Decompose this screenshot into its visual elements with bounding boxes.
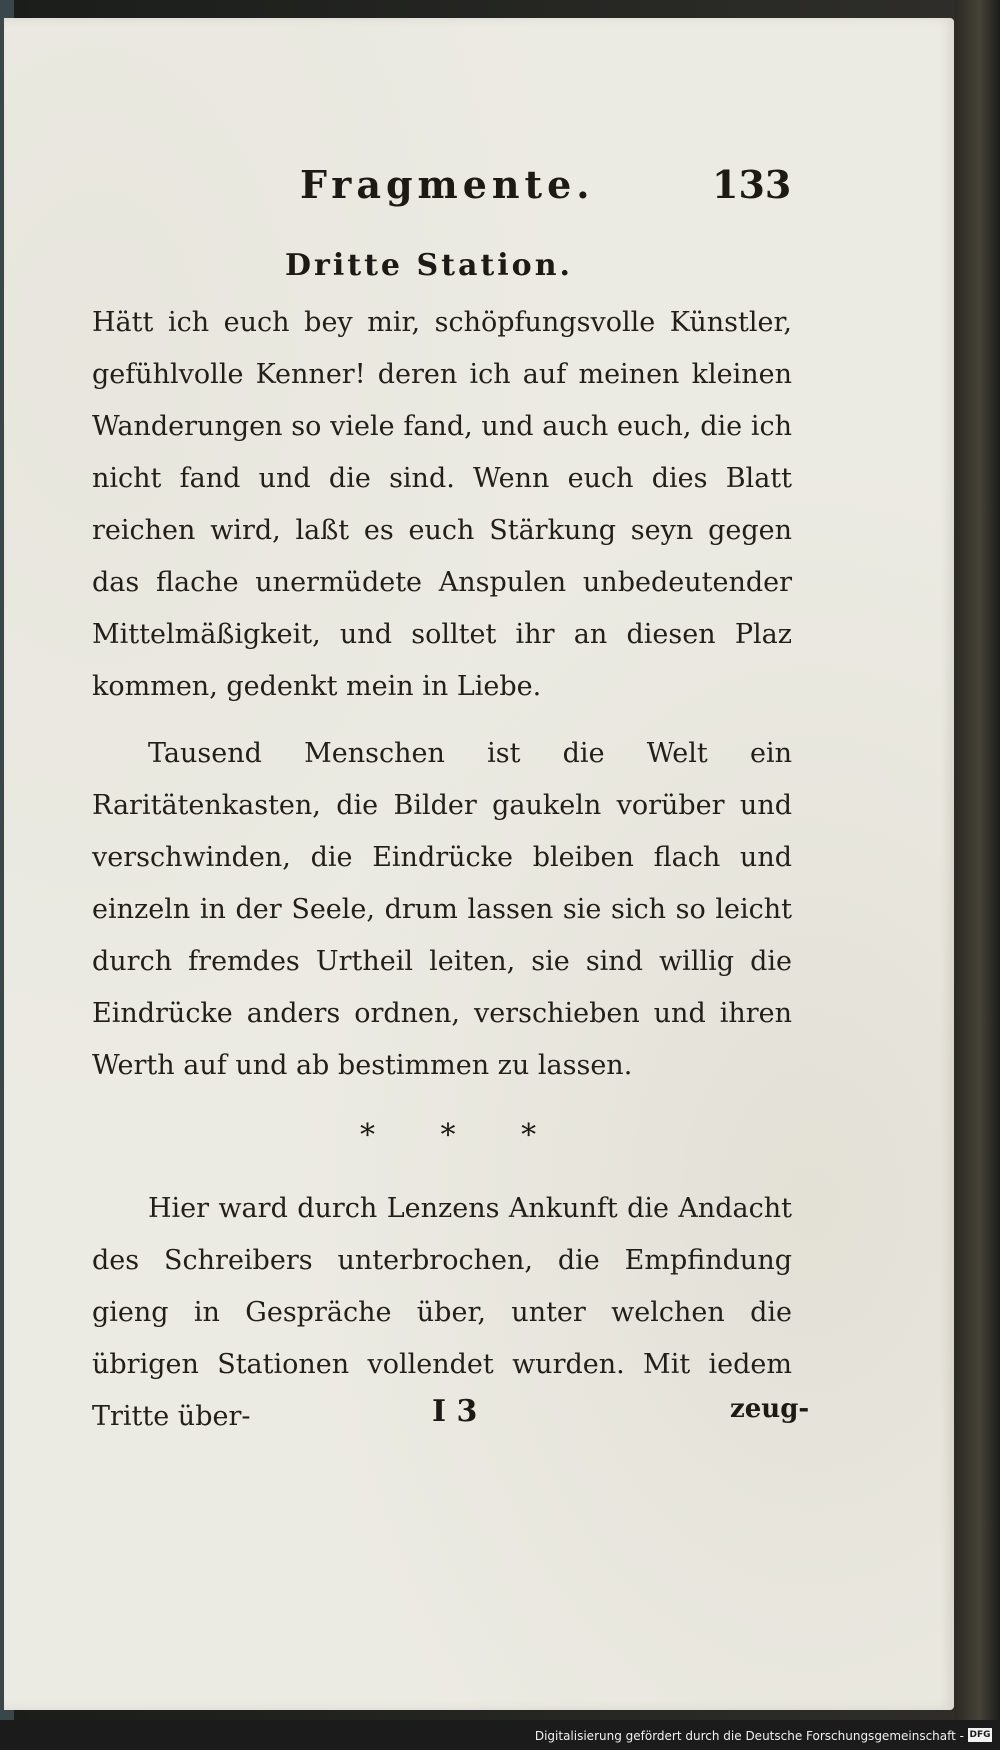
paragraph-1: Hätt ich euch bey mir, schöpfungsvolle Künstler, gefühlvolle Kenner! deren ich auf meinen kleinen Wanderungen so viele fand, und auch euch, die ich nicht fand und die sind. Wenn euch dies Blatt reichen wird, laßt es euch Stärkung seyn gegen das flache unermüdete Anspulen unbedeutender Mittelmäßigkeit, und solltet ihr an diesen Plaz kommen, gedenkt mein in Liebe. <box>92 307 792 702</box>
page-edge <box>955 0 1000 1720</box>
section-separator: * * * <box>360 1118 565 1153</box>
paragraph-2: Tausend Menschen ist die Welt ein Raritätenkasten, die Bilder gaukeln vorüber und verschwinden, die Eindrücke bleiben flach und einzeln in der Seele, drum lassen sie sich so leicht durch fremdes Urtheil leiten, sie sind willig die Eindrücke anders ordnen, verschieben und ihren Werth auf und ab bestimmen zu lassen. <box>92 738 792 1081</box>
running-title: Fragmente. <box>300 162 595 207</box>
dfg-logo-icon: DFG <box>969 1730 991 1740</box>
paragraph-3: Hier ward durch Lenzens Ankunft die Andacht des Schreibers unterbrochen, die Empfindung gieng in Gespräche über, unter welchen die übrigen Stationen vollendet wurden. Mit iedem Tritte über- <box>92 1193 792 1432</box>
section-heading: Dritte Station. <box>285 248 573 283</box>
page-number: 133 <box>712 162 792 207</box>
signature-mark: I 3 <box>432 1394 478 1429</box>
footer-credit: Digitalisierung gefördert durch die Deutsche Forschungsgemeinschaft - <box>534 1729 964 1743</box>
catchword: zeug- <box>730 1394 810 1424</box>
